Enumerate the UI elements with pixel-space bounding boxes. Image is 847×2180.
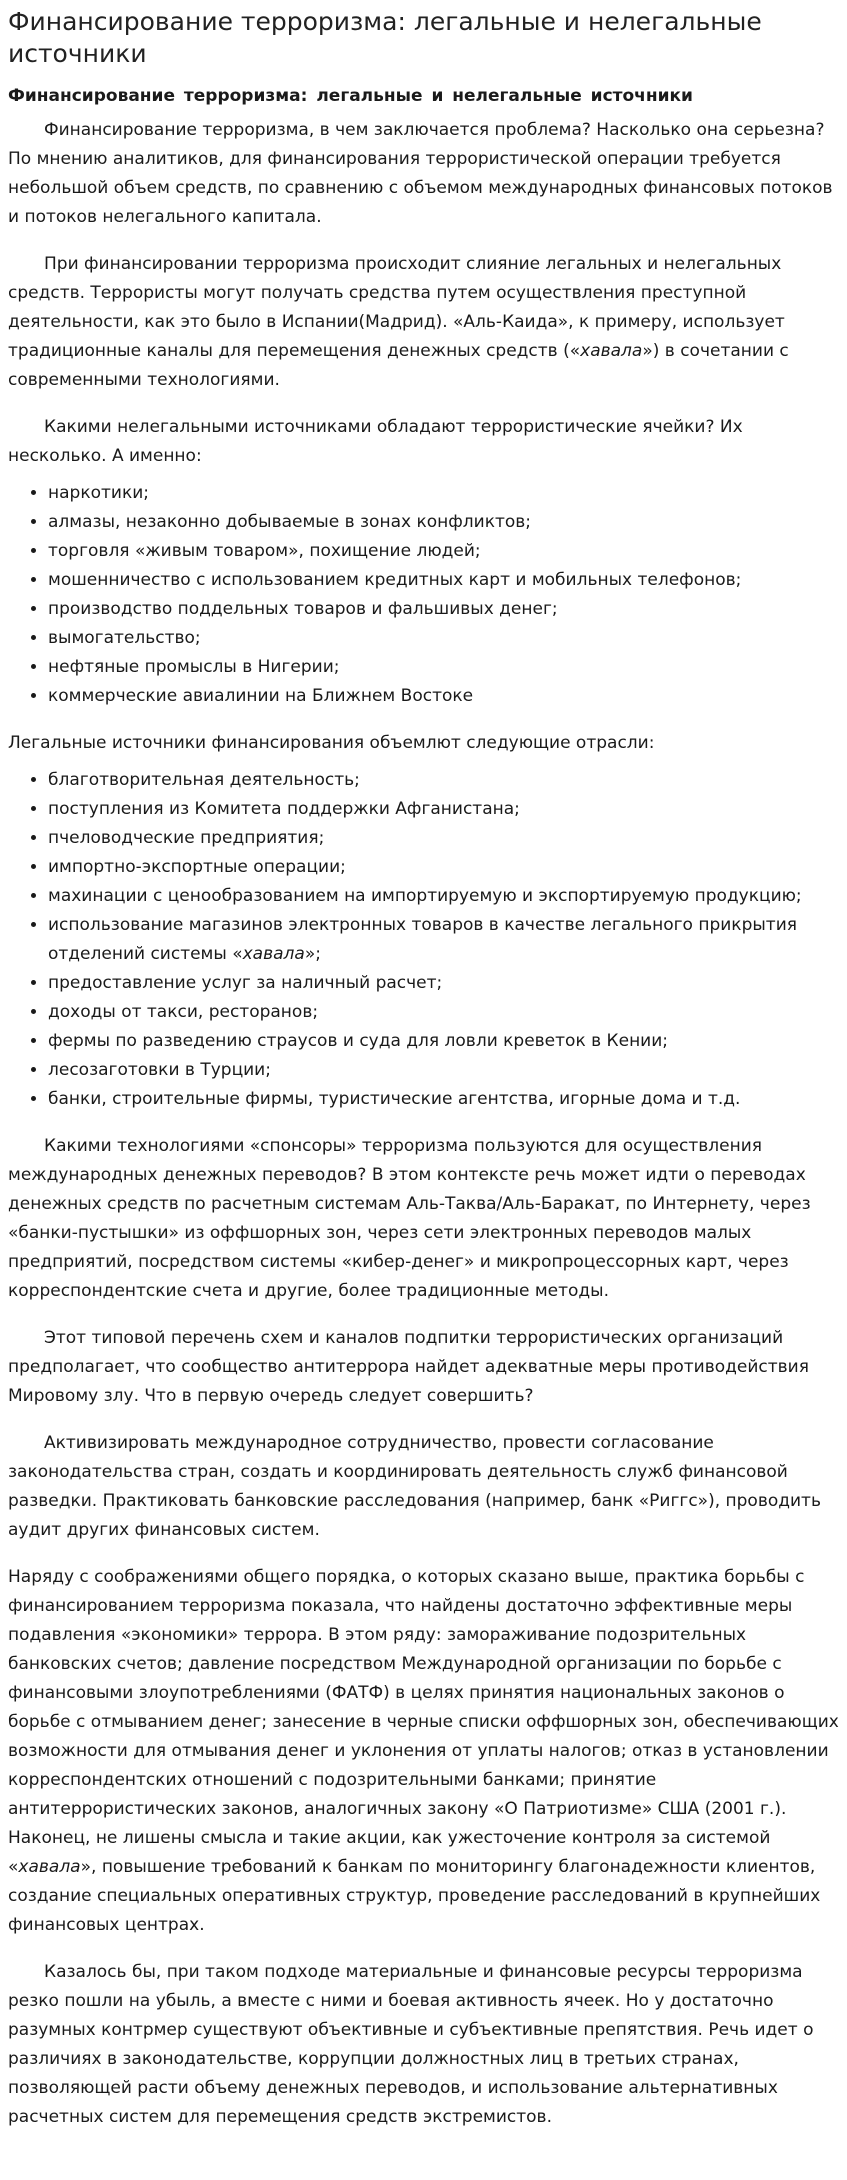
list-item: • производство поддельных товаров и фальшивых денег; [48,595,839,624]
list-item: • коммерческие авиалинии на Ближнем Востоке [48,682,839,711]
page-title: Финансирование терроризма: легальные и нелегальные источники [8,7,762,68]
paragraph-intro: Финансирование терроризма, в чем заключается проблема? Насколько она серьезна? По мнению аналитиков, для финансирования террористической операции требуется небольшой объем средств, по сравнению с объемом международных финансовых потоков и потоков нелегального капитала. [8,120,833,227]
emphasis-term: хавала [242,944,305,964]
paragraph-text: Наряду с соображениями общего порядка, о которых сказано выше, практика борьбы с финансированием терроризма показала, что найдены достаточно эффективные меры подавления «экономики» террора. В этом ряду: замораживание подозрительных банковских счетов; давление посредством Международной организации по борьбе с финансовыми злоупотреблениями (ФАТФ) в целях принятия национальных законов о борьбе с отмыванием денег; занесение в черные списки оффшорных зон, обеспечивающих возможности для отмывания денег и уклонения от уплаты налогов; отказ в установлении корреспондентских отношений с подозрительными банками; принятие антитеррористических законов, аналогичных закону «О Патриотизме» США (2001 г.). Наконец, не лишены смысла и такие акции, как ужесточение контроля за системой « [8,1567,839,1877]
list-item: • махинации с ценообразованием на импортируемую и экспортируемую продукцию; [48,882,839,911]
paragraph-text: ») в сочетании с современными технологиями. [8,341,789,390]
list-item: • доходы от такси, ресторанов; [48,998,839,1027]
paragraph-countermeasures-question: Этот типовой перечень схем и каналов подпитки террористических организаций предполагает, что сообщество антитеррора найдет адекватные меры противодействия Мировому злу. Что в первую очередь следует совершить? [8,1328,809,1406]
list-item: • пчеловодческие предприятия; [48,824,839,853]
list-item: • банки, строительные фирмы, туристические агентства, игорные дома и т.д. [48,1085,839,1114]
list-item: • поступления из Комитета поддержки Афганистана; [48,795,839,824]
list-item: • предоставление услуг за наличный расчет; [48,969,839,998]
paragraph-text: », повышение требований к банкам по мониторингу благонадежности клиентов, создание специальных оперативных структур, проведение расследований в крупнейших финансовых центрах. [8,1857,821,1935]
paragraph-text: При финансировании терроризма происходит слияние легальных и нелегальных средств. Террористы могут получать средства путем осуществления преступной деятельности, как это было в Испании(Мадрид). «Аль-Каида», к примеру, использует традиционные каналы для перемещения денежных средств (« [8,254,785,361]
list-item: • наркотики; [48,479,839,508]
list-item: • лесозаготовки в Турции; [48,1056,839,1085]
paragraph-merging-funds [8,250,839,395]
emphasis-term: хавала [18,1857,81,1877]
paragraph-cooperation: Активизировать международное сотрудничество, провести согласование законодательства стран, создать и координировать деятельность служб финансовой разведки. Практиковать банковские расследования (например, банк «Риггс»), проводить аудит других финансовых систем. [8,1433,821,1540]
paragraph-transfer-technologies: Какими технологиями «спонсоры» терроризма пользуются для осуществления международных денежных переводов? В этом контексте речь может идти о переводах денежных средств по расчетным системам Аль-Таква/Аль-Баракат, по Интернету, через «банки-пустышки» из оффшорных зон, через сети электронных переводов малых предприятий, посредством системы «кибер-денег» и микропроцессорных карт, через корреспондентские счета и другие, более традиционные методы. [8,1136,811,1301]
list-item: • алмазы, незаконно добываемые в зонах конфликтов; [48,508,839,537]
emphasis-term: хавала [580,341,643,361]
list-item: • мошенничество с использованием кредитных карт и мобильных телефонов; [48,566,839,595]
article-heading: Финансирование терроризма: легальные и нелегальные источники [8,86,693,106]
paragraph-legal-intro: Легальные источники финансирования объемлют следующие отрасли: [8,733,655,753]
paragraph-obstacles: Казалось бы, при таком подходе материальные и финансовые ресурсы терроризма резко пошли на убыль, а вместе с ними и боевая активность ячеек. Но у достаточно разумных контрмер существуют объективные и субъективные препятствия. Речь идет о различиях в законодательстве, коррупции должностных лиц в третьих странах, позволяющей расти объему денежных переводов, и использование альтернативных расчетных систем для перемещения средств экстремистов. [8,1962,814,2127]
list-item: • импортно-экспортные операции; [48,853,839,882]
list-item: • торговля «живым товаром», похищение людей; [48,537,839,566]
list-item: • благотворительная деятельность; [48,766,839,795]
list-item-text: использование магазинов электронных товаров в качестве легального прикрытия отделений системы « [48,915,797,964]
legal-sources-list [8,766,839,1114]
list-item: • нефтяные промыслы в Нигерии; [48,653,839,682]
paragraph-illegal-intro: Какими нелегальными источниками обладают террористические ячейки? Их несколько. А именно: [8,417,743,466]
list-item: • вымогательство; [48,624,839,653]
list-item [48,911,839,969]
illegal-sources-list [8,479,839,711]
list-item-text: »; [304,944,321,964]
paragraph-effective-measures [8,1563,839,1940]
list-item: • фермы по разведению страусов и суда для ловли креветок в Кении; [48,1027,839,1056]
